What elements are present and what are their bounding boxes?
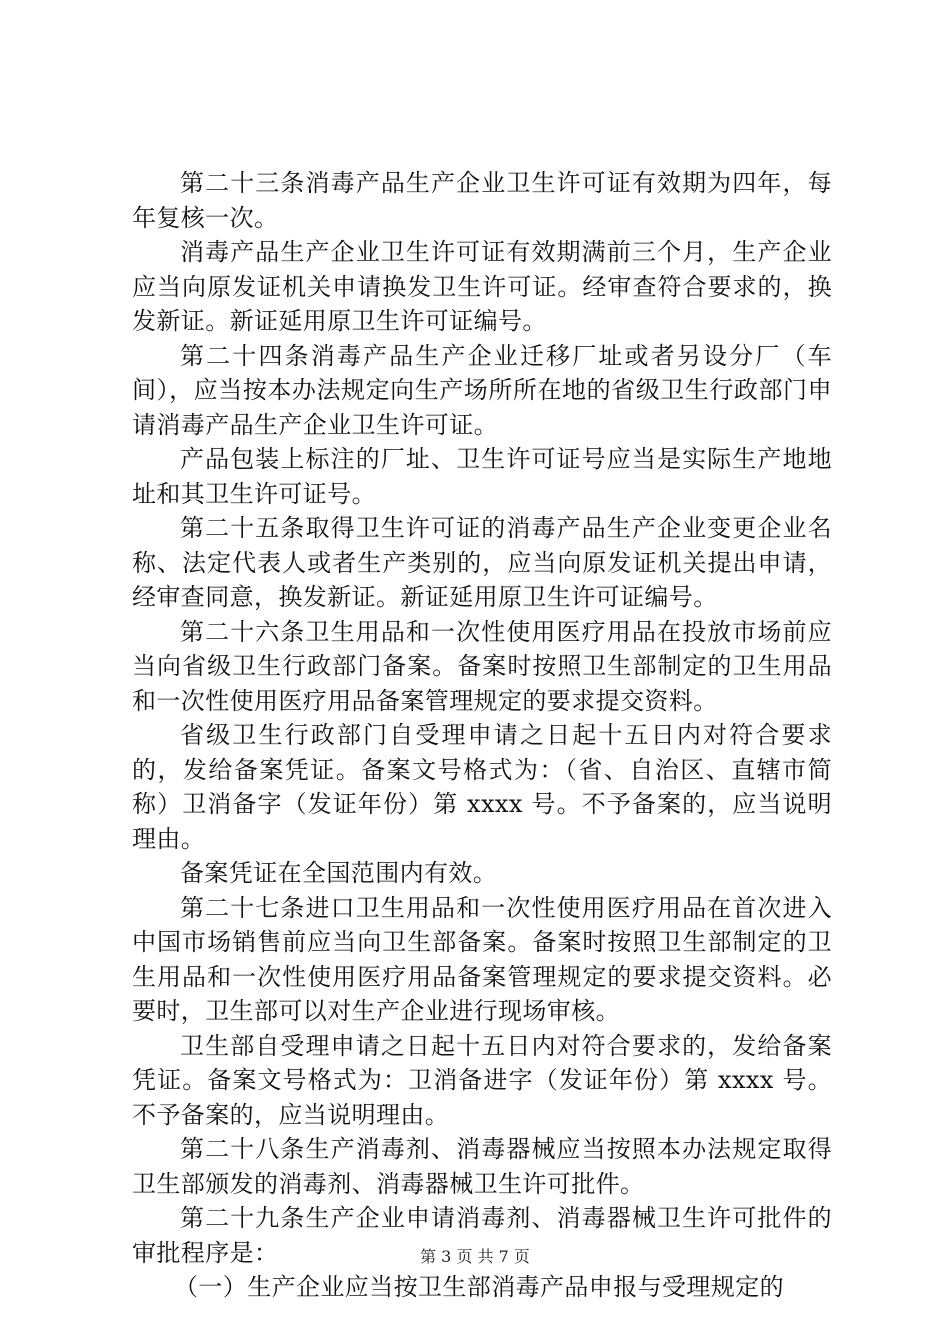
paragraph-package-labeling: 产品包装上标注的厂址、卫生许可证号应当是实际生产地地址和其卫生许可证号。 xyxy=(132,445,832,508)
page-number-footer: 第 3 页 共 7 页 xyxy=(420,1247,530,1266)
paragraph-article-24: 第二十四条消毒产品生产企业迁移厂址或者另设分厂（车间），应当按本办法规定向生产场所所在地的省级卫生行政部门申请消毒产品生产企业卫生许可证。 xyxy=(132,341,832,439)
paragraph-ministry-filing: 卫生部自受理申请之日起十五日内对符合要求的，发给备案凭证。备案文号格式为：卫消备进字（发证年份）第 xxxx 号。不予备案的，应当说明理由。 xyxy=(132,1031,832,1129)
document-body xyxy=(132,166,832,1305)
paragraph-article-25: 第二十五条取得卫生许可证的消毒产品生产企业变更企业名称、法定代表人或者生产类别的，应当向原发证机关提出申请，经审查同意，换发新证。新证延用原卫生许可证编号。 xyxy=(132,514,832,611)
paragraph-filing-validity: 备案凭证在全国范围内有效。 xyxy=(180,859,498,887)
paragraph-article-28: 第二十八条生产消毒剂、消毒器械应当按照本办法规定取得卫生部颁发的消毒剂、消毒器械卫生许可批件。 xyxy=(132,1135,832,1198)
paragraph-provincial-filing: 省级卫生行政部门自受理申请之日起十五日内对符合要求的，发给备案凭证。备案文号格式为：（省、自治区、直辖市简称）卫消备字（发证年份）第 xxxx 号。不予备案的，应当说明理由。 xyxy=(132,721,832,853)
paragraph-procedure-item-1: （一）生产企业应当按卫生部消毒产品申报与受理规定的 xyxy=(174,1273,784,1301)
paragraph-article-29: 第二十九条生产企业申请消毒剂、消毒器械卫生许可批件的审批程序是： xyxy=(132,1204,832,1267)
paragraph-article-23: 第二十三条消毒产品生产企业卫生许可证有效期为四年，每年复核一次。 xyxy=(132,169,832,232)
paragraph-article-26: 第二十六条卫生用品和一次性使用医疗用品在投放市场前应当向省级卫生行政部门备案。备案时按照卫生部制定的卫生用品和一次性使用医疗用品备案管理规定的要求提交资料。 xyxy=(132,617,832,715)
paragraph-article-27: 第二十七条进口卫生用品和一次性使用医疗用品在首次进入中国市场销售前应当向卫生部备案。备案时按照卫生部制定的卫生用品和一次性使用医疗用品备案管理规定的要求提交资料。必要时，卫生部可以对生产企业进行现场审核。 xyxy=(132,893,832,1025)
paragraph-license-renewal: 消毒产品生产企业卫生许可证有效期满前三个月，生产企业应当向原发证机关申请换发卫生许可证。经审查符合要求的，换发新证。新证延用原卫生许可证编号。 xyxy=(132,238,832,335)
